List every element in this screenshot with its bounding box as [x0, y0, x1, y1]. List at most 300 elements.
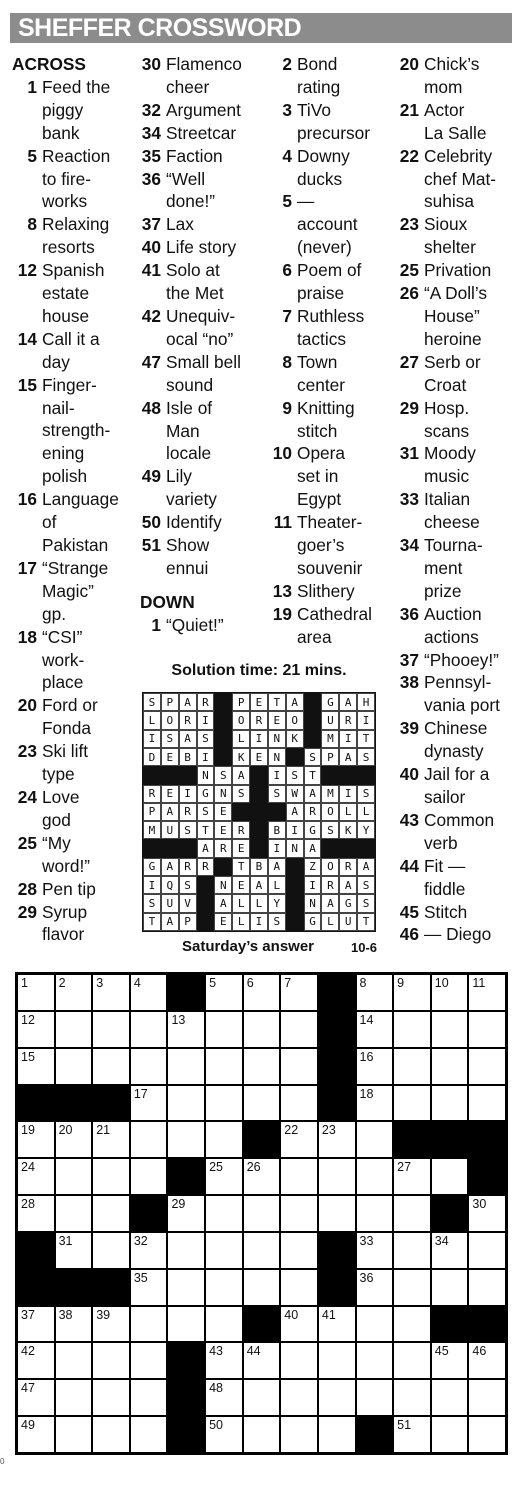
grid-block [431, 1306, 469, 1343]
grid-cell[interactable] [393, 1085, 431, 1122]
across-clue-1[interactable] [12, 76, 137, 145]
grid-cell[interactable] [356, 1085, 394, 1122]
grid-cell[interactable] [280, 1085, 318, 1122]
grid-cell[interactable] [130, 1342, 168, 1379]
down-clue-23[interactable] [394, 213, 519, 259]
answer-block [321, 839, 339, 857]
down-clue-5[interactable] [270, 190, 396, 259]
previous-answer-grid [142, 692, 376, 932]
grid-cell[interactable] [205, 1269, 243, 1306]
grid-cell[interactable] [130, 1306, 168, 1343]
cell-number: 27 [397, 1160, 412, 1175]
grid-cell[interactable] [393, 1011, 431, 1048]
clue-text: “Quiet!” [166, 614, 224, 635]
grid-cell[interactable] [243, 1011, 281, 1048]
answer-letter: A [179, 730, 197, 748]
clue-number: 47 [141, 351, 161, 372]
clue-text: “My word!” [42, 832, 91, 876]
answer-block [197, 876, 215, 894]
grid-cell[interactable] [130, 1011, 168, 1048]
grid-block [243, 1121, 281, 1158]
grid-cell[interactable] [356, 1158, 394, 1195]
grid-cell[interactable] [167, 1085, 205, 1122]
answer-letter: L [250, 894, 268, 912]
clue-text: Identify [166, 512, 222, 533]
cell-number: 34 [434, 1233, 449, 1248]
answer-letter: B [179, 748, 197, 766]
grid-cell[interactable] [393, 1269, 431, 1306]
grid-cell[interactable] [431, 1085, 469, 1122]
grid-cell[interactable] [167, 1306, 205, 1343]
clue-number: 40 [141, 237, 161, 258]
cell-number: 44 [246, 1344, 261, 1359]
grid-cell[interactable] [356, 1379, 394, 1416]
down-clue-8[interactable] [270, 351, 396, 397]
across-clue-29[interactable] [12, 901, 137, 947]
grid-cell[interactable] [468, 1011, 506, 1048]
grid-cell[interactable] [468, 1269, 506, 1306]
grid-block [393, 1121, 431, 1158]
grid-cell[interactable] [243, 1269, 281, 1306]
grid-cell[interactable] [205, 1379, 243, 1416]
down-clue-36[interactable] [394, 603, 519, 649]
grid-cell[interactable] [280, 1011, 318, 1048]
answer-letter: I [197, 711, 215, 729]
grid-cell[interactable] [280, 1306, 318, 1343]
cell-number: 15 [21, 1049, 35, 1064]
answer-letter: W [286, 785, 304, 803]
down-clue-31[interactable] [394, 442, 519, 488]
down-clue-22[interactable] [394, 145, 519, 214]
grid-cell[interactable] [92, 1121, 130, 1158]
grid-cell[interactable] [280, 1269, 318, 1306]
down-clue-46[interactable] [394, 923, 519, 946]
grid-cell[interactable] [205, 1085, 243, 1122]
grid-cell[interactable] [356, 1048, 394, 1085]
answer-letter: O [321, 803, 339, 821]
clue-text: Call it a day [42, 328, 100, 372]
across-clue-8[interactable] [12, 213, 137, 259]
grid-cell[interactable] [130, 1379, 168, 1416]
grid-cell[interactable] [431, 1158, 469, 1195]
grid-cell[interactable] [130, 1416, 168, 1453]
grid-cell[interactable] [167, 1011, 205, 1048]
clue-text: Italian cheese [424, 489, 480, 533]
grid-block [167, 1416, 205, 1453]
answer-letter: N [286, 839, 304, 857]
grid-cell[interactable] [55, 1011, 93, 1048]
across-clue-24[interactable] [12, 786, 137, 832]
grid-cell[interactable] [130, 1232, 168, 1269]
answer-block [214, 693, 232, 711]
answer-letter: G [304, 913, 322, 931]
grid-block [318, 1085, 356, 1122]
clue-number: 43 [399, 809, 419, 830]
across-clue-35[interactable] [140, 145, 270, 168]
grid-cell[interactable] [280, 1342, 318, 1379]
grid-cell[interactable] [431, 1416, 469, 1453]
grid-cell[interactable] [468, 1416, 506, 1453]
answer-letter: A [286, 803, 304, 821]
grid-cell[interactable] [167, 1269, 205, 1306]
answer-letter: U [161, 821, 179, 839]
grid-cell[interactable] [55, 1195, 93, 1232]
answer-letter: A [179, 693, 197, 711]
cell-number: 6 [246, 976, 254, 990]
answer-block [304, 711, 322, 729]
answer-letter: Y [357, 821, 375, 839]
answer-letter: Y [268, 894, 286, 912]
across-clue-14[interactable] [12, 328, 137, 374]
across-clue-30[interactable] [140, 53, 270, 99]
grid-cell[interactable] [55, 1232, 93, 1269]
grid-cell[interactable] [17, 1342, 55, 1379]
grid-cell[interactable] [92, 1048, 130, 1085]
grid-cell[interactable] [92, 1195, 130, 1232]
grid-cell[interactable] [431, 1011, 469, 1048]
clue-text: “Phooey!” [424, 649, 499, 670]
down-clue-3[interactable] [270, 99, 396, 145]
grid-cell[interactable] [243, 1085, 281, 1122]
grid-cell[interactable] [280, 1379, 318, 1416]
answer-letter: T [232, 858, 250, 876]
across-clue-17[interactable] [12, 557, 137, 626]
grid-cell[interactable] [205, 1158, 243, 1195]
grid-cell[interactable] [431, 974, 469, 1011]
answer-letter: A [304, 785, 322, 803]
down-clue-39[interactable] [394, 717, 519, 763]
cell-number: 35 [133, 1270, 148, 1285]
grid-cell[interactable] [393, 1048, 431, 1085]
down-clue-33[interactable] [394, 488, 519, 534]
grid-cell[interactable] [17, 1195, 55, 1232]
across-clue-37[interactable] [140, 213, 270, 236]
grid-block [92, 1269, 130, 1306]
grid-cell[interactable] [431, 1269, 469, 1306]
down-clue-26[interactable] [394, 282, 519, 351]
grid-cell[interactable] [243, 974, 281, 1011]
down-clue-10[interactable] [270, 442, 396, 511]
grid-cell[interactable] [243, 1195, 281, 1232]
answer-letter: E [268, 711, 286, 729]
across-clue-34[interactable] [140, 122, 270, 145]
grid-cell[interactable] [130, 1158, 168, 1195]
grid-cell[interactable] [468, 1195, 506, 1232]
down-clue-29[interactable] [394, 397, 519, 443]
grid-cell[interactable] [318, 1379, 356, 1416]
clue-number: 38 [399, 672, 419, 693]
grid-cell[interactable] [318, 1306, 356, 1343]
cell-number: 39 [96, 1307, 111, 1322]
down-clue-13[interactable] [270, 580, 396, 603]
grid-cell[interactable] [468, 1379, 506, 1416]
answer-block [214, 858, 232, 876]
cell-number: 2 [58, 976, 66, 990]
grid-cell[interactable] [205, 1342, 243, 1379]
across-clue-40[interactable] [140, 236, 270, 259]
answer-letter: T [357, 913, 375, 931]
clue-text: Downy ducks [297, 145, 350, 189]
grid-cell[interactable] [243, 1416, 281, 1453]
grid-cell[interactable] [356, 1195, 394, 1232]
across-clue-36[interactable] [140, 168, 270, 214]
grid-cell[interactable] [167, 1195, 205, 1232]
cell-number: 46 [472, 1344, 487, 1359]
across-clue-50[interactable] [140, 511, 270, 534]
across-clue-47[interactable] [140, 351, 270, 397]
grid-cell[interactable] [167, 1048, 205, 1085]
grid-cell[interactable] [92, 1232, 130, 1269]
grid-cell[interactable] [393, 1232, 431, 1269]
clue-number: 46 [399, 924, 419, 945]
clue-number: 49 [141, 466, 161, 487]
across-clue-16[interactable] [12, 488, 137, 557]
grid-cell[interactable] [393, 1342, 431, 1379]
answer-letter: K [286, 730, 304, 748]
down-clue-25[interactable] [394, 259, 519, 282]
grid-cell[interactable] [17, 1416, 55, 1453]
grid-cell[interactable] [205, 974, 243, 1011]
across-clue-12[interactable] [12, 259, 137, 328]
clue-number: 8 [27, 214, 37, 235]
across-clue-49[interactable] [140, 465, 270, 511]
grid-cell[interactable] [17, 1158, 55, 1195]
grid-cell[interactable] [205, 1232, 243, 1269]
down-clue-37[interactable] [394, 649, 519, 672]
answer-block [268, 803, 286, 821]
grid-cell[interactable] [243, 1379, 281, 1416]
grid-cell[interactable] [468, 1085, 506, 1122]
across-clue-48[interactable] [140, 397, 270, 466]
grid-cell[interactable] [318, 1416, 356, 1453]
grid-cell[interactable] [55, 1379, 93, 1416]
down-clue-2[interactable] [270, 53, 396, 99]
grid-cell[interactable] [205, 1416, 243, 1453]
answer-block [321, 766, 339, 784]
clue-text: Lily variety [166, 466, 217, 510]
grid-cell[interactable] [356, 1306, 394, 1343]
down-clue-27[interactable] [394, 351, 519, 397]
grid-cell[interactable] [393, 1379, 431, 1416]
clue-number: 8 [282, 351, 292, 372]
grid-cell[interactable] [431, 1232, 469, 1269]
grid-cell[interactable] [243, 1158, 281, 1195]
answer-block [143, 766, 161, 784]
cell-number: 30 [472, 1197, 487, 1212]
grid-cell[interactable] [130, 1048, 168, 1085]
grid-cell[interactable] [92, 1306, 130, 1343]
grid-cell[interactable] [167, 1121, 205, 1158]
answer-letter: S [143, 894, 161, 912]
grid-cell[interactable] [92, 1342, 130, 1379]
grid-cell[interactable] [468, 974, 506, 1011]
cell-number: 40 [284, 1307, 299, 1322]
across-clue-51[interactable] [140, 534, 270, 580]
answer-block [214, 730, 232, 748]
grid-cell[interactable] [431, 1379, 469, 1416]
grid-cell[interactable] [393, 1416, 431, 1453]
cell-number: 20 [58, 1123, 73, 1138]
grid-cell[interactable] [55, 974, 93, 1011]
grid-cell[interactable] [55, 1342, 93, 1379]
grid-cell[interactable] [280, 974, 318, 1011]
grid-cell[interactable] [356, 1269, 394, 1306]
grid-cell[interactable] [92, 1379, 130, 1416]
grid-cell[interactable] [356, 1121, 394, 1158]
across-clue-41[interactable] [140, 259, 270, 305]
answer-letter: A [339, 876, 357, 894]
answer-block [143, 839, 161, 857]
grid-cell[interactable] [205, 1011, 243, 1048]
answer-block [197, 913, 215, 931]
clue-number: 9 [282, 397, 292, 418]
across-clue-18[interactable] [12, 626, 137, 695]
grid-cell[interactable] [356, 1342, 394, 1379]
grid-cell[interactable] [167, 1232, 205, 1269]
answer-letter: P [143, 803, 161, 821]
cell-number: 28 [21, 1197, 35, 1212]
clue-number: 13 [272, 580, 292, 601]
answer-letter: I [357, 711, 375, 729]
grid-cell[interactable] [130, 1085, 168, 1122]
across-clue-25[interactable] [12, 832, 137, 878]
down-clue-1[interactable] [140, 614, 270, 637]
grid-cell[interactable] [55, 1048, 93, 1085]
down-clue-6[interactable] [270, 259, 396, 305]
answer-letter: K [232, 748, 250, 766]
grid-cell[interactable] [92, 1158, 130, 1195]
across-clue-20[interactable] [12, 694, 137, 740]
grid-cell[interactable] [468, 1342, 506, 1379]
answer-letter: R [304, 803, 322, 821]
grid-cell[interactable] [280, 1195, 318, 1232]
grid-cell[interactable] [468, 1232, 506, 1269]
answer-letter: D [143, 748, 161, 766]
grid-cell[interactable] [243, 1232, 281, 1269]
across-clue-15[interactable] [12, 374, 137, 489]
grid-cell[interactable] [205, 1048, 243, 1085]
grid-cell[interactable] [243, 1048, 281, 1085]
across-clue-32[interactable] [140, 99, 270, 122]
down-clue-34[interactable] [394, 534, 519, 603]
grid-cell[interactable] [17, 1379, 55, 1416]
grid-cell[interactable] [393, 1158, 431, 1195]
cell-number: 17 [133, 1086, 148, 1101]
clue-number: 50 [141, 512, 161, 533]
answer-letter: R [214, 839, 232, 857]
cell-number: 48 [209, 1381, 223, 1396]
grid-cell[interactable] [318, 1158, 356, 1195]
down-clue-9[interactable] [270, 397, 396, 443]
down-clue-38[interactable] [394, 671, 519, 717]
down-clue-19[interactable] [270, 603, 396, 649]
down-clue-7[interactable] [270, 305, 396, 351]
grid-block [468, 1121, 506, 1158]
grid-cell[interactable] [318, 1342, 356, 1379]
grid-cell[interactable] [55, 1158, 93, 1195]
down-clue-4[interactable] [270, 145, 396, 191]
grid-cell[interactable] [55, 1416, 93, 1453]
grid-cell[interactable] [356, 974, 394, 1011]
grid-cell[interactable] [130, 1121, 168, 1158]
clue-text: Chinese dynasty [424, 718, 488, 762]
grid-cell[interactable] [280, 1416, 318, 1453]
grid-cell[interactable] [243, 1342, 281, 1379]
grid-cell[interactable] [92, 1416, 130, 1453]
grid-cell[interactable] [318, 1121, 356, 1158]
grid-cell[interactable] [205, 1306, 243, 1343]
down-clue-45[interactable] [394, 901, 519, 924]
down-clue-44[interactable] [394, 855, 519, 901]
grid-cell[interactable] [431, 1048, 469, 1085]
answer-letter: N [214, 785, 232, 803]
down-clue-40[interactable] [394, 763, 519, 809]
grid-cell[interactable] [468, 1048, 506, 1085]
answer-letter: I [143, 876, 161, 894]
down-clue-20[interactable] [394, 53, 519, 99]
answer-block [214, 711, 232, 729]
grid-cell[interactable] [17, 1048, 55, 1085]
answer-letter: L [232, 894, 250, 912]
across-clue-28[interactable] [12, 878, 137, 901]
grid-cell[interactable] [92, 974, 130, 1011]
across-clue-5[interactable] [12, 145, 137, 214]
grid-cell[interactable] [280, 1158, 318, 1195]
grid-cell[interactable] [92, 1011, 130, 1048]
crossword-grid[interactable] [15, 972, 508, 1455]
across-clue-42[interactable] [140, 305, 270, 351]
grid-cell[interactable] [130, 974, 168, 1011]
grid-block [92, 1085, 130, 1122]
grid-cell[interactable] [17, 974, 55, 1011]
grid-cell[interactable] [431, 1342, 469, 1379]
down-clue-21[interactable] [394, 99, 519, 145]
down-clue-11[interactable] [270, 511, 396, 580]
grid-cell[interactable] [280, 1048, 318, 1085]
grid-cell[interactable] [356, 1232, 394, 1269]
cell-number: 7 [284, 976, 292, 990]
grid-cell[interactable] [17, 1011, 55, 1048]
answer-block [250, 821, 268, 839]
clue-text: Pen tip [42, 878, 96, 899]
grid-cell[interactable] [55, 1121, 93, 1158]
cell-number: 26 [246, 1160, 261, 1175]
answer-block [179, 839, 197, 857]
grid-cell[interactable] [130, 1269, 168, 1306]
cell-number: 1 [21, 976, 28, 990]
grid-cell[interactable] [318, 1195, 356, 1232]
grid-cell[interactable] [55, 1306, 93, 1343]
grid-cell[interactable] [280, 1121, 318, 1158]
grid-cell[interactable] [393, 1195, 431, 1232]
across-clue-23[interactable] [12, 740, 137, 786]
grid-cell[interactable] [356, 1011, 394, 1048]
grid-cell[interactable] [393, 1306, 431, 1343]
clue-text: TiVo precursor [297, 99, 370, 143]
grid-cell[interactable] [393, 974, 431, 1011]
down-clue-43[interactable] [394, 809, 519, 855]
grid-cell[interactable] [17, 1306, 55, 1343]
grid-cell[interactable] [205, 1121, 243, 1158]
answer-letter: I [179, 785, 197, 803]
grid-cell[interactable] [205, 1195, 243, 1232]
clue-text: Lax [166, 214, 194, 235]
grid-cell[interactable] [280, 1232, 318, 1269]
answer-letter: K [339, 821, 357, 839]
clue-number: 51 [141, 535, 161, 556]
grid-cell[interactable] [17, 1121, 55, 1158]
clue-text: Bond rating [297, 54, 341, 97]
